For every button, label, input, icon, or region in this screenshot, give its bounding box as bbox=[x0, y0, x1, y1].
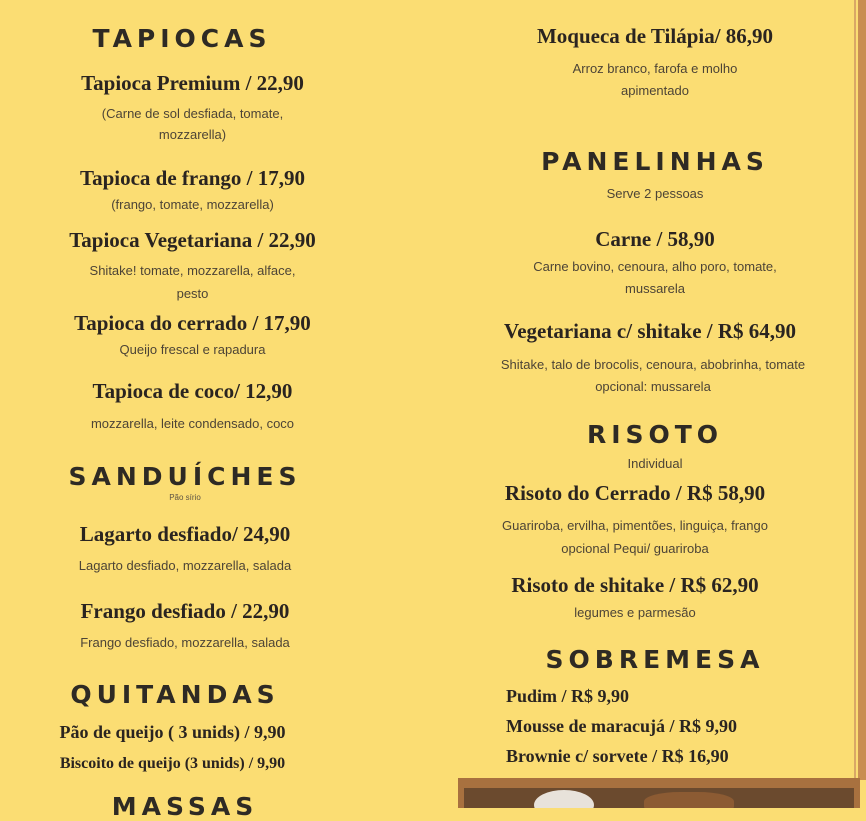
menu-item-desc: Queijo frescal e rapadura bbox=[119, 342, 266, 357]
menu-item-desc: Shitake, talo de brocolis, cenoura, abobrinha, tomate bbox=[500, 357, 806, 372]
section-title-panelinhas: PANELINHAS bbox=[541, 147, 769, 176]
menu-item-desc: mozzarella) bbox=[158, 127, 227, 142]
menu-item-desc: pesto bbox=[176, 286, 209, 301]
menu-item-desc: opcional: mussarela bbox=[595, 379, 711, 394]
menu-item-desc: legumes e parmesão bbox=[574, 605, 696, 620]
menu-item-name: Moqueca de Tilápia/ 86,90 bbox=[536, 24, 774, 48]
menu-item-desc: Guariroba, ervilha, pimentões, linguiça, frango bbox=[502, 518, 768, 533]
section-title-sanduiches: SANDUÍCHES bbox=[68, 462, 302, 491]
menu-item-name: Lagarto desfiado/ 24,90 bbox=[79, 522, 291, 546]
menu-item-name: Tapioca de coco/ 12,90 bbox=[92, 379, 293, 403]
photo-detail bbox=[644, 792, 734, 808]
menu-item-name: Frango desfiado / 22,90 bbox=[80, 599, 290, 623]
food-photo bbox=[464, 788, 854, 808]
menu-item-desc: Frango desfiado, mozzarella, salada bbox=[80, 635, 290, 650]
menu-item-name: Risoto do Cerrado / R$ 58,90 bbox=[504, 481, 766, 505]
menu-item-name: Pudim / R$ 9,90 bbox=[506, 686, 630, 706]
menu-item-name: Risoto de shitake / R$ 62,90 bbox=[511, 573, 759, 597]
menu-item-name: Tapioca de frango / 17,90 bbox=[80, 166, 305, 190]
section-title-massas: MASSAS bbox=[111, 792, 259, 821]
menu-item-name: Mousse de maracujá / R$ 9,90 bbox=[506, 716, 737, 736]
section-title-tapiocas: TAPIOCAS bbox=[92, 24, 272, 53]
menu-item-desc: apimentado bbox=[621, 83, 689, 98]
menu-item-desc: Lagarto desfiado, mozzarella, salada bbox=[78, 558, 292, 573]
menu-item-desc: (Carne de sol desfiada, tomate, bbox=[101, 106, 284, 121]
menu-item-desc: (frango, tomate, mozzarella) bbox=[111, 197, 274, 212]
photo-detail bbox=[534, 790, 594, 808]
menu-item-desc: Arroz branco, farofa e molho bbox=[572, 61, 738, 76]
menu-item-desc: Carne bovino, cenoura, alho poro, tomate, bbox=[533, 259, 777, 274]
section-subtitle: Pão sírio bbox=[169, 493, 201, 502]
menu-item-desc: mussarela bbox=[625, 281, 685, 296]
section-title-sobremesa: SOBREMESA bbox=[545, 645, 765, 674]
menu-item-name: Brownie c/ sorvete / R$ 16,90 bbox=[506, 746, 729, 766]
section-subtitle: Serve 2 pessoas bbox=[606, 186, 704, 201]
menu-item-name: Tapioca Vegetariana / 22,90 bbox=[69, 228, 316, 252]
section-title-risoto: RISOTO bbox=[586, 420, 724, 449]
menu-item-name: Vegetariana c/ shitake / R$ 64,90 bbox=[503, 319, 797, 343]
menu-item-desc: Shitake! tomate, mozzarella, alface, bbox=[89, 263, 296, 278]
menu-item-name: Tapioca Premium / 22,90 bbox=[81, 71, 304, 95]
menu-item-name: Carne / 58,90 bbox=[595, 227, 715, 251]
section-subtitle: Individual bbox=[627, 456, 683, 471]
menu-item-desc: mozzarella, leite condensado, coco bbox=[90, 416, 295, 431]
menu-item-name: Tapioca do cerrado / 17,90 bbox=[74, 311, 311, 335]
section-title-quitandas: QUITANDAS bbox=[70, 680, 280, 709]
menu-item-name: Pão de queijo ( 3 unids) / 9,90 bbox=[59, 722, 286, 742]
menu-item-name: Biscoito de queijo (3 unids) / 9,90 bbox=[59, 755, 286, 772]
menu-item-desc: opcional Pequi/ guariroba bbox=[561, 541, 709, 556]
menu-border-right bbox=[858, 0, 866, 780]
